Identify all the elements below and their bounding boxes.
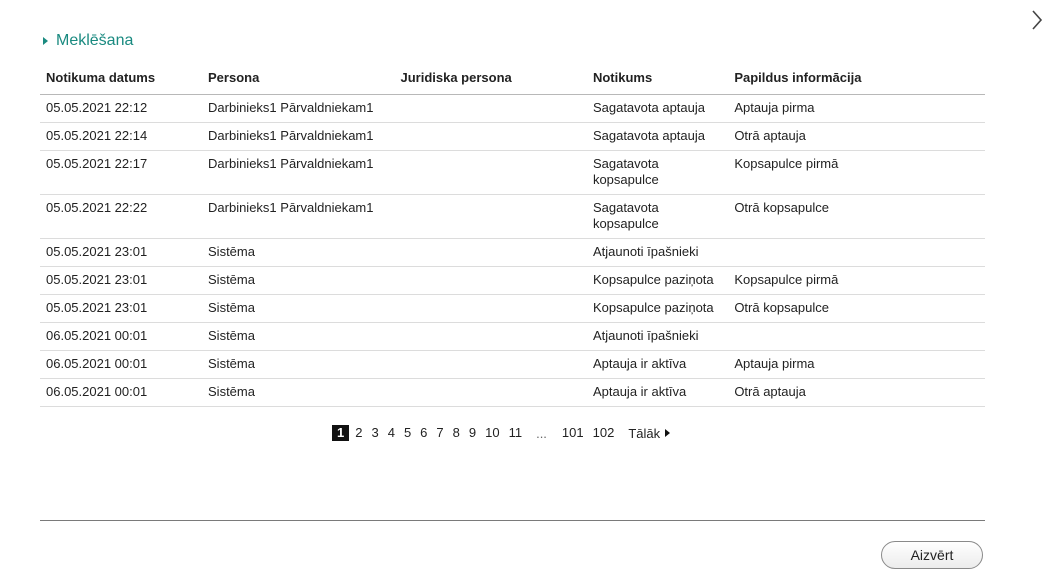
table-header-row — [40, 62, 985, 95]
events-table — [40, 62, 985, 407]
cell-event: Atjaunoti īpašnieki — [587, 323, 728, 351]
cell-legal-person — [394, 95, 586, 123]
page-link[interactable]: 3 — [371, 425, 379, 440]
cell-date: 05.05.2021 22:22 — [40, 195, 202, 239]
cell-date: 05.05.2021 23:01 — [40, 295, 202, 323]
search-toggle-label: Meklēšana — [56, 32, 134, 49]
cell-event: Sagatavota kopsapulce — [587, 151, 728, 195]
cell-additional-info: Kopsapulce pirmā — [728, 151, 985, 195]
pages-before-ellipsis — [352, 425, 528, 441]
cell-event: Aptauja ir aktīva — [587, 379, 728, 407]
page-current[interactable]: 1 — [332, 425, 349, 441]
table-row — [40, 379, 985, 407]
cell-event: Sagatavota aptauja — [587, 123, 728, 151]
page-link[interactable]: 6 — [420, 425, 428, 440]
page-link[interactable]: 7 — [436, 425, 444, 440]
table-row — [40, 295, 985, 323]
table-row — [40, 239, 985, 267]
cell-event: Atjaunoti īpašnieki — [587, 239, 728, 267]
close-button[interactable]: Aizvērt — [881, 541, 983, 569]
page-link[interactable]: 101 — [561, 425, 584, 440]
dialog-close-chevron-icon[interactable] — [1030, 8, 1044, 32]
column-header-additional-info[interactable]: Papildus informācija — [728, 62, 985, 95]
cell-event: Kopsapulce paziņota — [587, 267, 728, 295]
cell-date: 05.05.2021 22:12 — [40, 95, 202, 123]
column-header-legal-person[interactable]: Juridiska persona — [394, 62, 586, 95]
table-row — [40, 123, 985, 151]
column-header-event[interactable]: Notikums — [587, 62, 728, 95]
cell-person: Sistēma — [202, 351, 394, 379]
table-row — [40, 95, 985, 123]
next-page-label: Tālāk — [628, 425, 661, 441]
cell-additional-info: Otrā kopsapulce — [728, 195, 985, 239]
cell-additional-info: Aptauja pirma — [728, 351, 985, 379]
page-link[interactable]: 4 — [387, 425, 395, 440]
cell-additional-info: Kopsapulce pirmā — [728, 267, 985, 295]
triangle-right-icon — [665, 429, 670, 437]
table-body — [40, 95, 985, 407]
cell-legal-person — [394, 123, 586, 151]
cell-date: 06.05.2021 00:01 — [40, 379, 202, 407]
cell-legal-person — [394, 267, 586, 295]
page-link[interactable]: 10 — [485, 425, 500, 440]
footer-divider — [40, 520, 985, 521]
page-link[interactable]: 11 — [508, 425, 523, 440]
cell-person: Sistēma — [202, 323, 394, 351]
cell-date: 05.05.2021 22:17 — [40, 151, 202, 195]
cell-person: Sistēma — [202, 239, 394, 267]
column-header-person[interactable]: Persona — [202, 62, 394, 95]
cell-legal-person — [394, 351, 586, 379]
cell-person: Darbinieks1 Pārvaldniekam1 — [202, 123, 394, 151]
cell-legal-person — [394, 379, 586, 407]
table-row — [40, 351, 985, 379]
cell-additional-info: Otrā kopsapulce — [728, 295, 985, 323]
page-link[interactable]: 8 — [452, 425, 460, 440]
cell-date: 05.05.2021 23:01 — [40, 267, 202, 295]
cell-additional-info: Otrā aptauja — [728, 123, 985, 151]
page-link[interactable]: 102 — [592, 425, 615, 440]
column-header-date[interactable]: Notikuma datums — [40, 62, 202, 95]
pages-after-ellipsis — [559, 425, 620, 441]
cell-person: Sistēma — [202, 379, 394, 407]
cell-legal-person — [394, 239, 586, 267]
cell-person: Darbinieks1 Pārvaldniekam1 — [202, 95, 394, 123]
cell-additional-info — [728, 239, 985, 267]
cell-legal-person — [394, 295, 586, 323]
page-link[interactable]: 9 — [468, 425, 477, 440]
cell-event: Kopsapulce paziņota — [587, 295, 728, 323]
cell-date: 06.05.2021 00:01 — [40, 351, 202, 379]
cell-event: Sagatavota aptauja — [587, 95, 728, 123]
search-toggle[interactable] — [43, 32, 133, 50]
table-row — [40, 267, 985, 295]
table-row — [40, 323, 985, 351]
cell-additional-info: Otrā aptauja — [728, 379, 985, 407]
table-row — [40, 195, 985, 239]
triangle-right-icon — [43, 37, 48, 45]
table-row — [40, 151, 985, 195]
pagination-ellipsis: ... — [536, 425, 547, 441]
page-link[interactable]: 2 — [355, 425, 363, 440]
cell-person: Sistēma — [202, 267, 394, 295]
cell-additional-info: Aptauja pirma — [728, 95, 985, 123]
cell-date: 05.05.2021 23:01 — [40, 239, 202, 267]
cell-legal-person — [394, 195, 586, 239]
cell-person: Darbinieks1 Pārvaldniekam1 — [202, 195, 394, 239]
cell-date: 06.05.2021 00:01 — [40, 323, 202, 351]
page-link[interactable]: 5 — [403, 425, 412, 440]
cell-event: Aptauja ir aktīva — [587, 351, 728, 379]
cell-date: 05.05.2021 22:14 — [40, 123, 202, 151]
cell-legal-person — [394, 151, 586, 195]
next-page-link[interactable] — [628, 426, 670, 441]
cell-legal-person — [394, 323, 586, 351]
chevron-right-icon — [1030, 8, 1044, 32]
cell-person: Darbinieks1 Pārvaldniekam1 — [202, 151, 394, 195]
cell-person: Sistēma — [202, 295, 394, 323]
cell-additional-info — [728, 323, 985, 351]
cell-event: Sagatavota kopsapulce — [587, 195, 728, 239]
pagination — [332, 425, 670, 441]
events-table-wrapper — [40, 62, 985, 407]
